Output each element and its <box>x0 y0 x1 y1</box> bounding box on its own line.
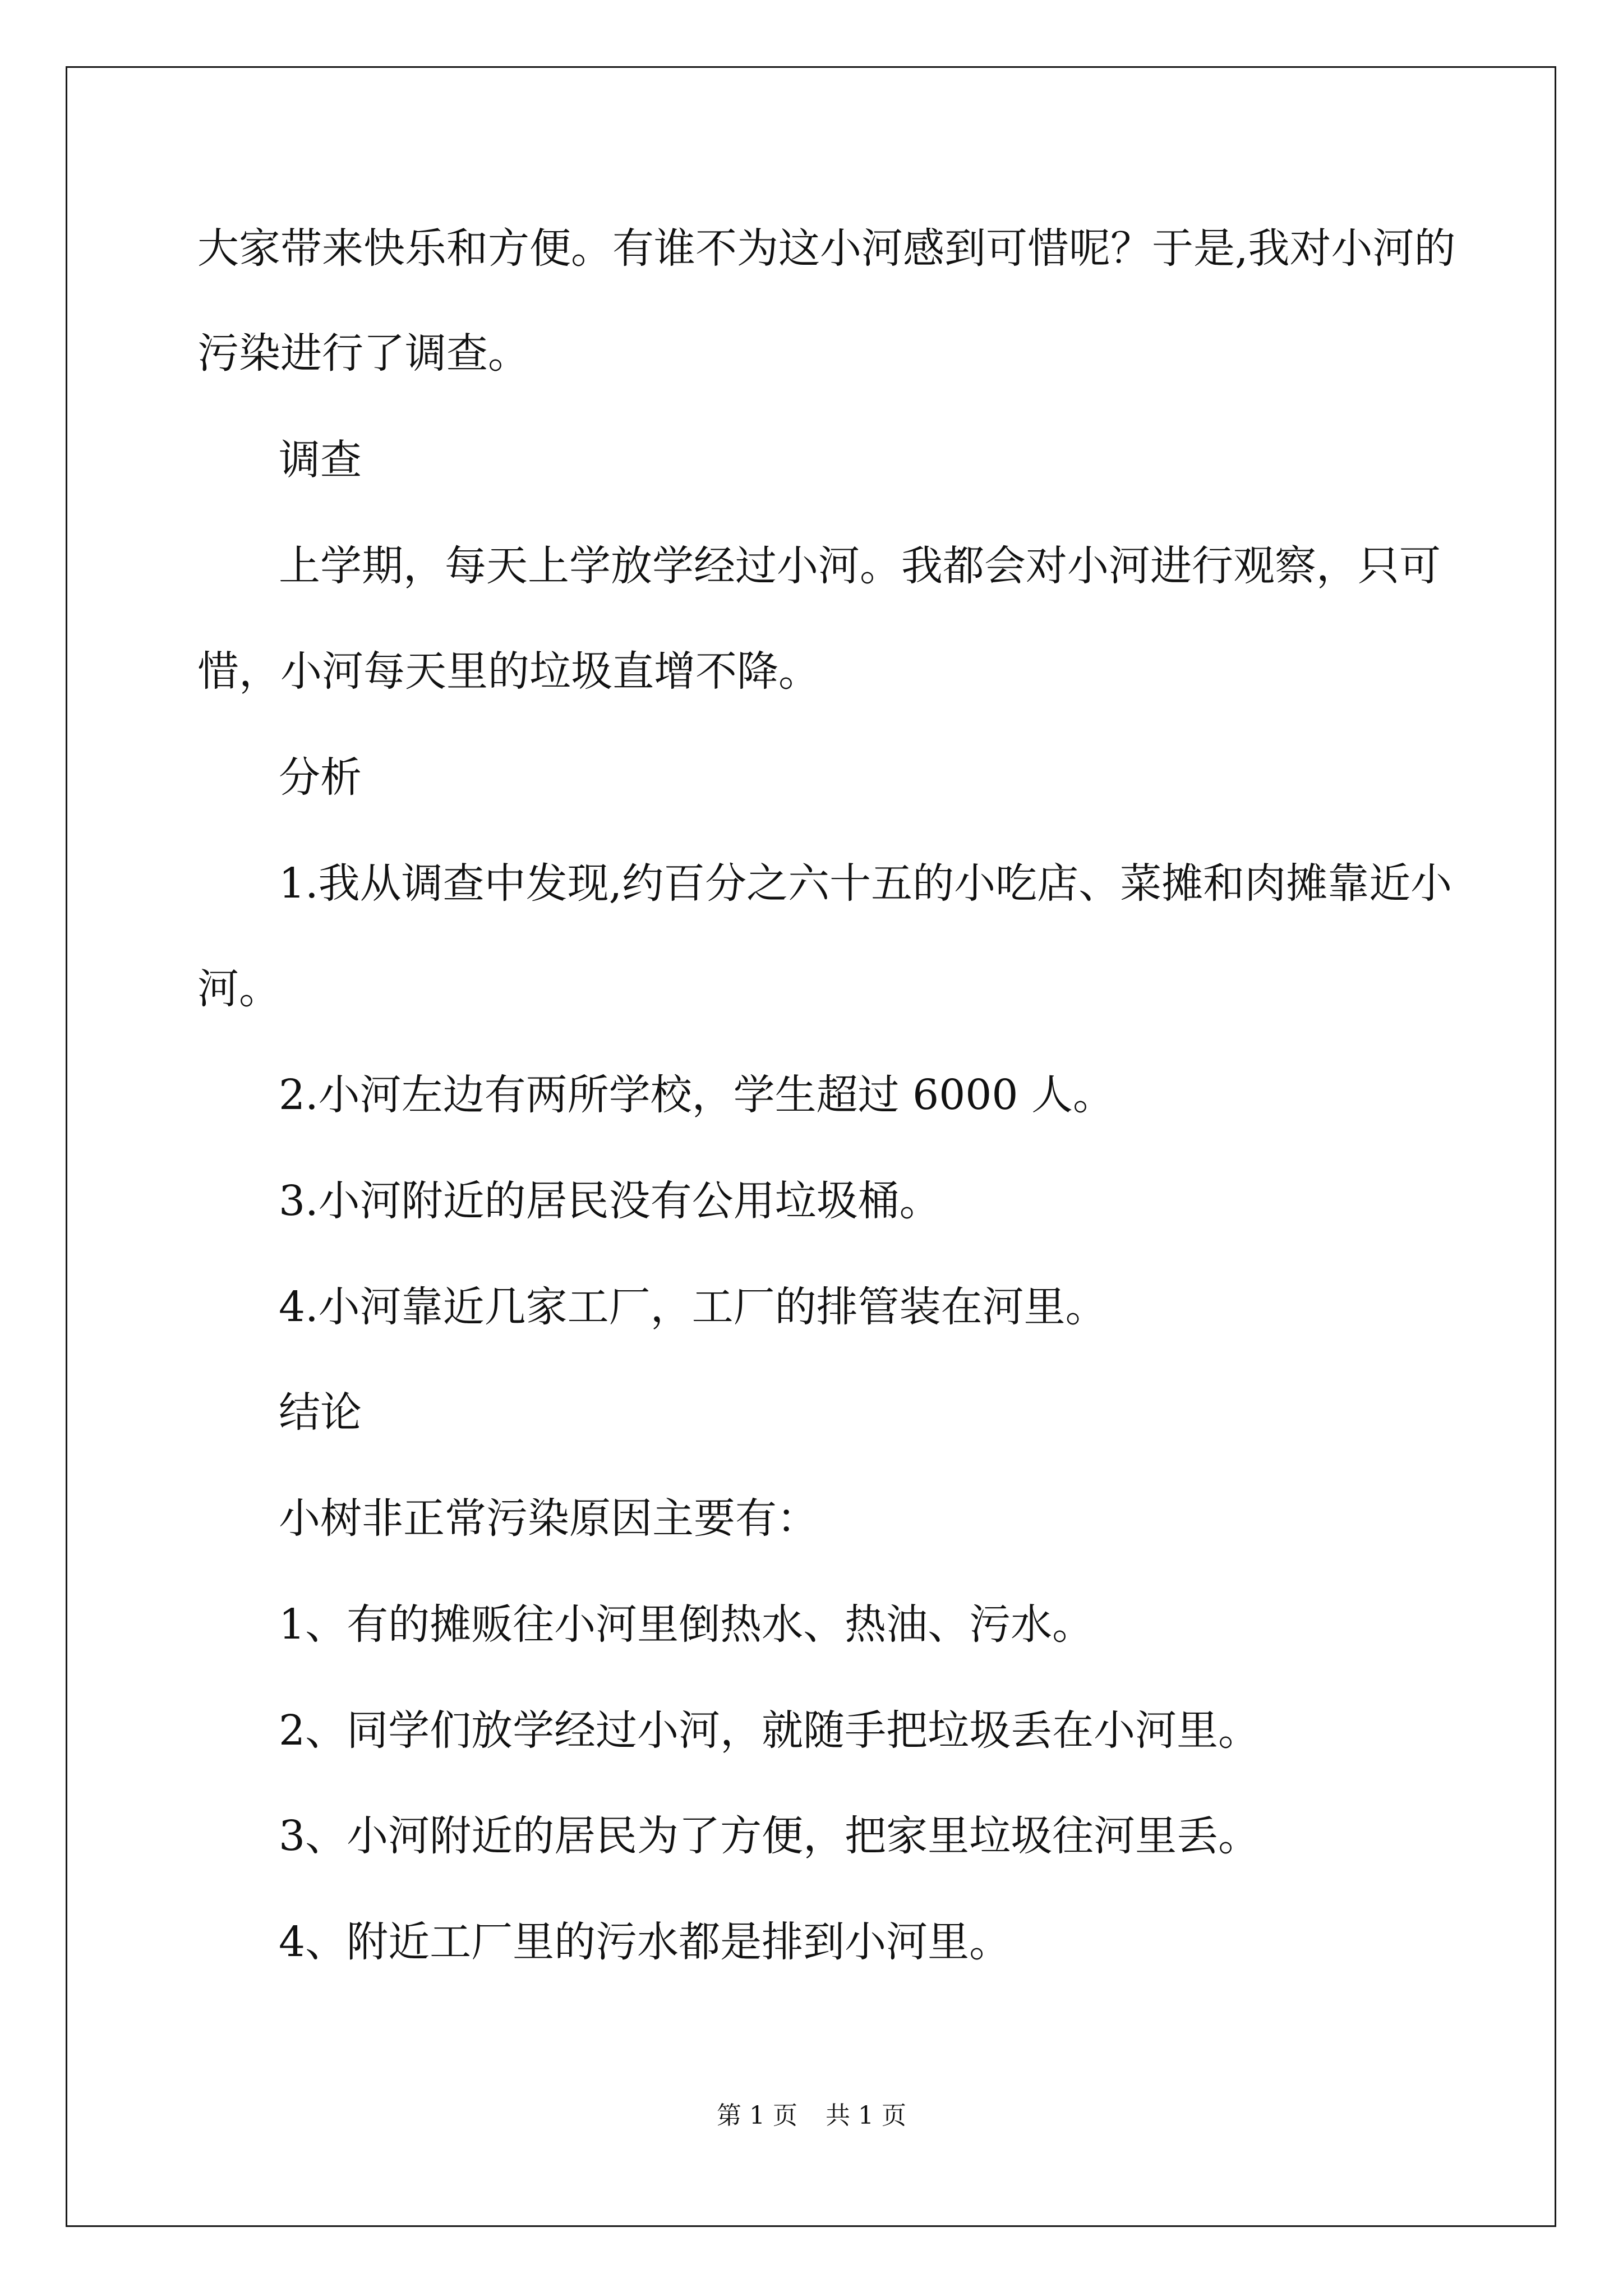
conclusion-item-2: 2、同学们放学经过小河，就随手把垃圾丢在小河里。 <box>279 1706 1260 1755</box>
survey-line-1: 上学期，每天上学放学经过小河。我都会对小河进行观察，只可 <box>279 542 1441 590</box>
analysis-item-1-line-1: 1.我从调查中发现,约百分之六十五的小吃店、菜摊和肉摊靠近小 <box>279 859 1453 908</box>
conclusion-item-4: 4、附近工厂里的污水都是排到小河里。 <box>279 1918 1011 1966</box>
body-line-1: 大家带来快乐和方便。有谁不为这小河感到可惜呢？于是,我对小河的 <box>197 224 1456 273</box>
body-line-2: 污染进行了调查。 <box>197 329 529 378</box>
page-number-total: 共 1 页 <box>826 2101 906 2130</box>
heading-survey: 调查 <box>279 436 362 484</box>
page-border <box>66 66 1556 2227</box>
conclusion-intro: 小树非正常污染原因主要有： <box>279 1494 818 1543</box>
analysis-item-1-line-2: 河。 <box>197 965 280 1013</box>
conclusion-item-3: 3、小河附近的居民为了方便，把家里垃圾往河里丢。 <box>279 1812 1260 1860</box>
analysis-item-3: 3.小河附近的居民没有公用垃圾桶。 <box>279 1177 941 1225</box>
survey-line-2: 惜，小河每天里的垃圾直增不降。 <box>197 647 820 696</box>
conclusion-item-1: 1、有的摊贩往小河里倒热水、热油、污水。 <box>279 1600 1094 1649</box>
heading-analysis: 分析 <box>279 753 362 802</box>
heading-conclusion: 结论 <box>279 1388 362 1437</box>
page-number-current: 第 1 页 <box>717 2101 797 2130</box>
analysis-item-2: 2.小河左边有两所学校，学生超过 6000 人。 <box>279 1071 1114 1119</box>
analysis-item-4: 4.小河靠近几家工厂，工厂的排管装在河里。 <box>279 1283 1107 1331</box>
page-footer <box>0 2099 1623 2133</box>
